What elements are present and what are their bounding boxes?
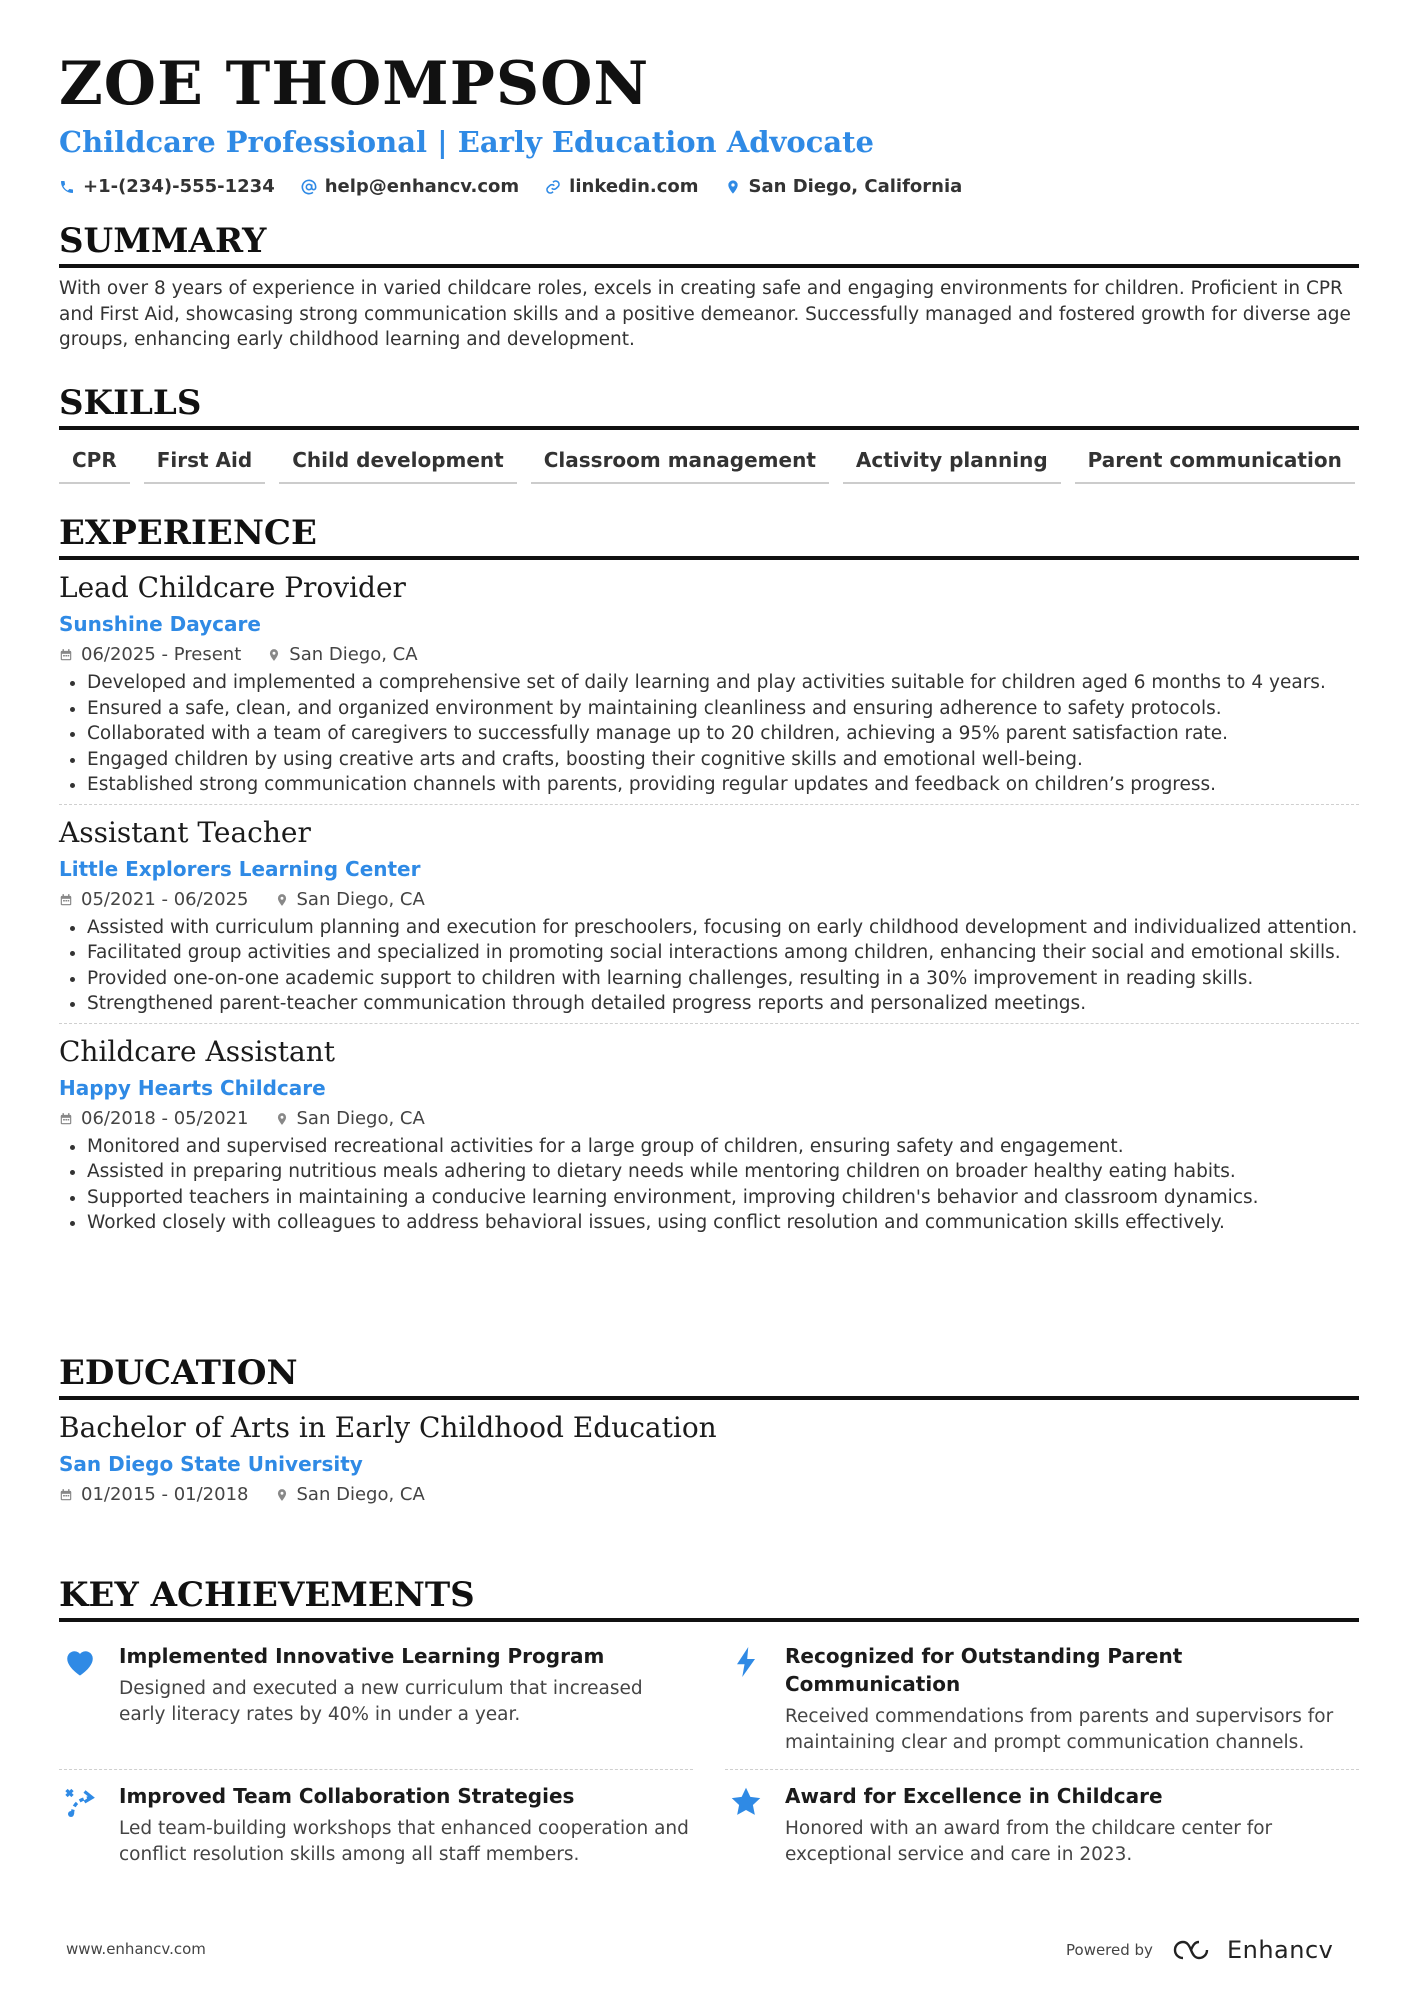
list-item: • Assisted in preparing nutritious meals adhering to dietary needs while mentoring children on broader healthy eating habits.: [87, 1159, 1359, 1185]
calendar-icon: [59, 893, 73, 907]
experience-title: EXPERIENCE: [59, 512, 1359, 560]
job-entry: [59, 815, 1359, 1024]
job-title: Assistant Teacher: [59, 815, 311, 849]
job-location: San Diego, CA: [296, 888, 425, 910]
education-entry: [59, 1410, 1359, 1514]
star-icon: [728, 1784, 764, 1820]
enhancv-logo-icon: [1171, 1938, 1219, 1962]
achievement-item: [725, 1770, 1359, 1881]
job-dates: 05/2021 - 06/2025: [81, 888, 249, 910]
contact-bar: [59, 176, 1359, 197]
list-item: • Assisted with curriculum planning and execution for preschoolers, focusing on early childhood development and individualized attention.: [87, 915, 1359, 941]
location-pin-icon: [275, 1488, 289, 1502]
skill-tag: First Aid: [144, 440, 265, 484]
achievement-title: Recognized for Outstanding Parent Communication: [785, 1644, 1183, 1696]
job-location: San Diego, CA: [296, 1107, 425, 1129]
brand-logo[interactable]: [1171, 1936, 1333, 1964]
list-item: • Established strong communication channels with parents, providing regular updates and feedback on children’s progress.: [87, 772, 1359, 798]
contact-email[interactable]: [301, 176, 519, 197]
achievement-title: Award for Excellence in Childcare: [785, 1784, 1163, 1808]
contact-linkedin[interactable]: [545, 176, 698, 197]
candidate-name: ZOE THOMPSON: [59, 49, 650, 119]
job-meta: [59, 887, 1359, 913]
contact-phone[interactable]: [59, 176, 275, 197]
contact-location-text: San Diego, California: [748, 176, 963, 197]
summary-section: [59, 220, 1359, 353]
contact-location: [725, 176, 963, 197]
job-meta: [59, 1106, 1359, 1132]
job-title: Childcare Assistant: [59, 1034, 336, 1068]
job-bullets: [59, 915, 1359, 1017]
job-bullets: [59, 1134, 1359, 1236]
achievements-title: KEY ACHIEVEMENTS: [59, 1574, 1359, 1622]
skill-tag: Parent communication: [1075, 440, 1355, 484]
contact-email-text: help@enhancv.com: [324, 176, 520, 197]
brand-name: Enhancv: [1226, 1936, 1334, 1964]
achievements-section: [59, 1574, 1359, 1881]
footer-website[interactable]: www.enhancv.com: [66, 1940, 206, 1958]
job-meta: [59, 642, 1359, 668]
achievement-item: [59, 1770, 693, 1881]
education-meta: [59, 1482, 1359, 1508]
skill-tag: Classroom management: [531, 440, 829, 484]
job-company[interactable]: Happy Hearts Childcare: [59, 1075, 326, 1100]
phone-icon: [59, 179, 75, 195]
education-dates: 01/2015 - 01/2018: [81, 1484, 249, 1505]
summary-title: SUMMARY: [59, 220, 1359, 268]
list-item: • Ensured a safe, clean, and organized environment by maintaining cleanliness and ensuring adherence to safety protocols.: [87, 696, 1359, 722]
achievement-item: [725, 1630, 1359, 1770]
skill-tag: CPR: [59, 440, 130, 484]
school-name[interactable]: San Diego State University: [59, 1452, 363, 1476]
list-item: • Engaged children by using creative arts and crafts, boosting their cognitive skills and emotional well-being.: [87, 747, 1359, 773]
powered-by-label: Powered by: [1066, 1941, 1153, 1959]
education-title: EDUCATION: [59, 1352, 1359, 1400]
list-item: • Provided one-on-one academic support to children with learning challenges, resulting in a 30% improvement in reading skills.: [87, 966, 1359, 992]
powered-by: [1066, 1936, 1333, 1964]
job-dates: 06/2018 - 05/2021: [81, 1107, 249, 1129]
experience-section: [59, 512, 1359, 1242]
location-pin-icon: [725, 179, 741, 195]
link-icon: [545, 179, 561, 195]
skill-tag: Child development: [279, 440, 517, 484]
contact-linkedin-text: linkedin.com: [569, 176, 699, 197]
calendar-icon: [59, 1112, 73, 1126]
job-dates: 06/2025 - Present: [81, 644, 242, 665]
calendar-icon: [59, 1488, 73, 1502]
location-pin-icon: [275, 1112, 289, 1126]
at-icon: [301, 179, 317, 195]
achievement-desc: Received commendations from parents and supervisors for maintaining clear and prompt communication channels.: [785, 1706, 1334, 1753]
location-pin-icon: [275, 893, 289, 907]
job-entry: [59, 570, 1359, 805]
list-item: • Collaborated with a team of caregivers to successfully manage up to 20 children, achieving a 95% parent satisfaction rate.: [87, 721, 1359, 747]
list-item: • Facilitated group activities and specialized in promoting social interactions among children, enhancing their social and emotional skills.: [87, 940, 1359, 966]
contact-phone-text: +1-(234)-555-1234: [83, 176, 275, 197]
job-company[interactable]: Sunshine Daycare: [59, 612, 261, 636]
degree-title: Bachelor of Arts in Early Childhood Education: [59, 1411, 717, 1444]
list-item: • Supported teachers in maintaining a conducive learning environment, improving children's behavior and classroom dynamics.: [87, 1185, 1359, 1211]
achievement-item: [59, 1630, 693, 1770]
list-item: • Worked closely with colleagues to address behavioral issues, using conflict resolution and communication skills effectively.: [87, 1210, 1359, 1236]
summary-text: With over 8 years of experience in varied childcare roles, excels in creating safe and engaging environments for children. Proficient in CPR and First Aid, showcasing strong communication skills and a positive demeanor. Successfully managed and fostered growth for diverse age groups, enhancing early childhood learning and development.: [59, 278, 1351, 350]
job-bullets: [59, 670, 1359, 798]
list-item: • Strengthened parent-teacher communication through detailed progress reports and personalized meetings.: [87, 991, 1359, 1017]
list-item: • Developed and implemented a comprehensive set of daily learning and play activities suitable for children aged 6 months to 4 years.: [87, 670, 1359, 696]
achievement-title: Implemented Innovative Learning Program: [119, 1644, 605, 1668]
bolt-icon: [728, 1644, 764, 1680]
achievement-title: Improved Team Collaboration Strategies: [119, 1784, 575, 1808]
skills-list: [59, 440, 1359, 484]
job-company[interactable]: Little Explorers Learning Center: [59, 856, 421, 881]
education-location: San Diego, CA: [296, 1484, 425, 1505]
location-pin-icon: [267, 648, 281, 662]
achievement-desc: Honored with an award from the childcare center for exceptional service and care in 2023.: [785, 1818, 1273, 1865]
candidate-headline: Childcare Professional | Early Education Advocate: [59, 125, 875, 159]
achievements-grid: [59, 1630, 1359, 1881]
job-entry: [59, 1034, 1359, 1242]
skill-tag: Activity planning: [843, 440, 1061, 484]
job-title: Lead Childcare Provider: [59, 571, 406, 604]
strategy-icon: [62, 1784, 98, 1820]
resume-header: [59, 48, 1359, 197]
achievement-desc: Led team-building workshops that enhanced cooperation and conflict resolution skills among all staff members.: [119, 1818, 689, 1865]
achievement-desc: Designed and executed a new curriculum that increased early literacy rates by 40% in under a year.: [119, 1678, 643, 1725]
skills-section: [59, 382, 1359, 484]
list-item: • Monitored and supervised recreational activities for a large group of children, ensuring safety and engagement.: [87, 1134, 1359, 1160]
heart-icon: [62, 1644, 98, 1680]
resume-page: [59, 48, 1359, 1865]
education-section: [59, 1352, 1359, 1514]
calendar-icon: [59, 648, 73, 662]
job-location: San Diego, CA: [289, 644, 418, 665]
skills-title: SKILLS: [59, 382, 1359, 430]
